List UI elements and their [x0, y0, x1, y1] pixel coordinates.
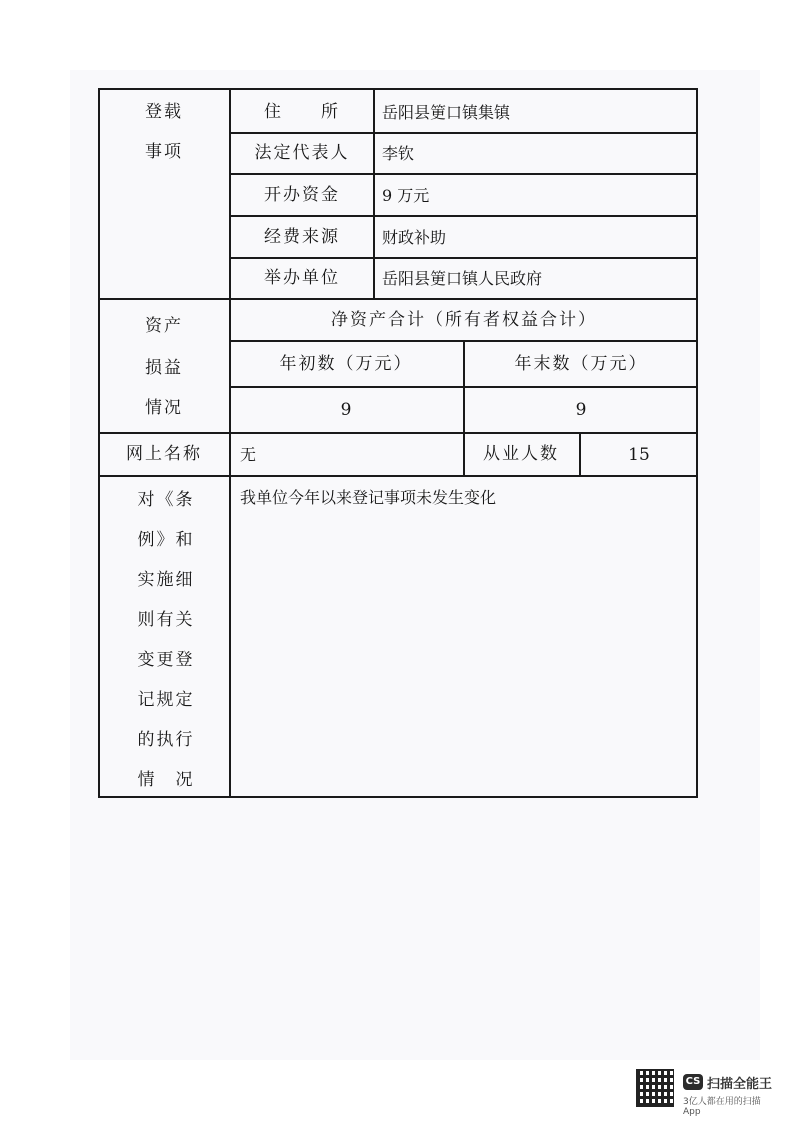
registration-form-table: [98, 88, 698, 798]
field-funding-label: 经费来源: [264, 227, 340, 247]
registration-label-line2: 事项: [145, 142, 183, 162]
column-divider: [229, 90, 231, 798]
assets-label-line1: 资产: [145, 316, 183, 336]
employees-value: 15: [628, 445, 650, 465]
field-sponsor-label: 举办单位: [264, 268, 340, 288]
execution-label-line1: 对《条: [137, 490, 195, 510]
row-divider: [230, 173, 698, 175]
row-divider: [100, 298, 698, 300]
employees-label: 从业人数: [483, 444, 559, 464]
field-funding-value: 财政补助: [382, 228, 447, 247]
execution-label-line5: 变更登: [137, 650, 195, 670]
execution-label-line3: 实施细: [137, 570, 195, 590]
execution-label-line8: 情 况: [137, 770, 195, 790]
field-address-value: 岳阳县筻口镇集镇: [382, 103, 511, 122]
scanner-watermark: [637, 1066, 777, 1117]
execution-label-line4: 则有关: [137, 610, 195, 630]
row-divider: [230, 215, 698, 217]
end-year-value: 9: [575, 400, 587, 420]
field-capital-label: 开办资金: [264, 185, 340, 205]
row-divider: [230, 257, 698, 259]
row-divider: [100, 432, 698, 434]
qr-code-icon: [637, 1070, 673, 1106]
begin-year-value: 9: [340, 400, 352, 420]
camscanner-logo-icon: CS: [683, 1074, 703, 1090]
execution-label-line6: 记规定: [137, 690, 195, 710]
online-name-label: 网上名称: [126, 444, 202, 464]
online-name-value: 无: [240, 445, 257, 464]
row-divider: [100, 475, 698, 477]
field-address-label: 住 所: [264, 102, 340, 122]
field-sponsor-value: 岳阳县筻口镇人民政府: [382, 269, 543, 288]
field-legal-rep-value: 李钦: [382, 144, 415, 163]
column-divider: [579, 432, 581, 475]
execution-content: 我单位今年以来登记事项未发生变化: [240, 488, 497, 507]
assets-label-line2: 损益: [145, 358, 183, 378]
row-divider: [230, 132, 698, 134]
begin-year-header: 年初数（万元）: [279, 354, 413, 374]
column-divider: [463, 340, 465, 475]
net-assets-header: 净资产合计（所有者权益合计）: [331, 310, 597, 330]
column-divider: [373, 90, 375, 298]
registration-label-line1: 登载: [145, 102, 183, 122]
brand-tagline: 3亿人都在用的扫描App: [683, 1097, 761, 1117]
end-year-header: 年末数（万元）: [514, 354, 648, 374]
assets-label-line3: 情况: [145, 398, 183, 418]
field-capital-value: 9 万元: [382, 186, 430, 205]
execution-label-line7: 的执行: [137, 730, 195, 750]
brand-name: 扫描全能王: [707, 1077, 773, 1092]
execution-label-line2: 例》和: [137, 530, 195, 550]
field-legal-rep-label: 法定代表人: [254, 143, 350, 163]
